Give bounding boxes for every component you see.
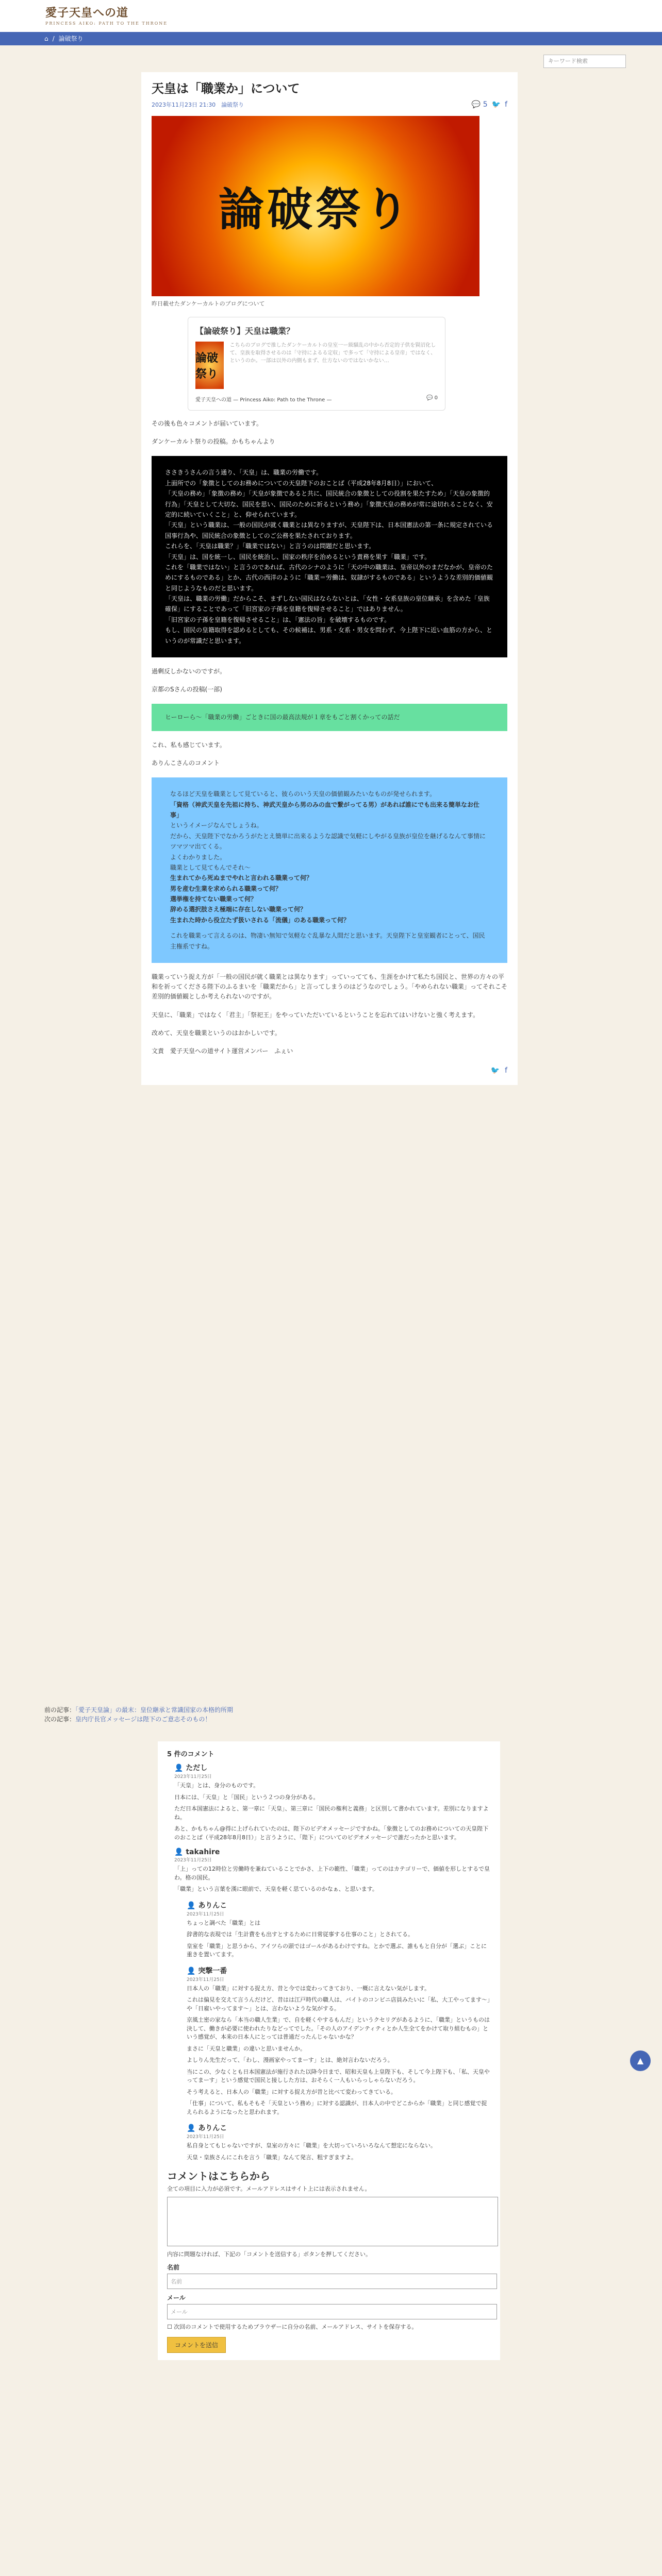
breadcrumb-category[interactable]: 論破祭り — [58, 35, 84, 42]
breadcrumb: ⌂ / 論破祭り — [0, 32, 662, 45]
twitter-icon[interactable]: 🐦 — [491, 100, 501, 109]
article — [141, 72, 518, 1085]
next-post-link[interactable]: 皇内庁長官メッセージは陛下のご意志そのもの！ — [75, 1716, 211, 1723]
post-navigation: 前の記事：「愛子天皇論」の最末：皇位継承と常識国家の本格的所期 次の記事：皇内庁長官メッセージは陛下のご意志そのもの！ — [44, 1706, 234, 1723]
email-field[interactable]: メール — [167, 2304, 497, 2319]
page-title: 天皇は「職業か」について — [152, 81, 300, 96]
paragraph: ダンケーカルト祭りの投稿。かもちゃんより — [152, 438, 275, 446]
user-icon: 👤 — [187, 1967, 196, 1975]
comment: 👤 ただし 2023年11月25日 「天皇」とは、身分のものです。 日本には、「天皇」と「国民」という２つの身分がある。 ただ日本国憲法によると、第一章に「天皇」、第三章に「国民の権利と義務」と区別して書かれています。差別になりますよね。 あと、かもちゃん@得に上げられていたのは、陛下のビデオメッセージですかね。「象徴としてのお務めについての天皇陛下のおことば（平成28年8月8日）」と言うように、「陛下」についてのビデオメッセージで誰だったかと思います。 — [174, 1762, 491, 1842]
comment-form-heading: コメントはこちらから — [167, 2170, 270, 2182]
prev-post-link[interactable]: 「愛子天皇論」の最末：皇位継承と常識国家の本格的所期 — [75, 1706, 234, 1714]
embed-excerpt: こちらのブログで推したダンケーカルトの皇室一ー級騒乱の中から否定的子供を賢沼化して、皇族を取得させるのは「守持によるる定収」で多って「守持による皇帝」ではなく、というのか。一部は以外の内側もまず、仕方ないのではないかない… — [229, 343, 436, 364]
post-meta — [152, 100, 507, 109]
user-icon: 👤 — [174, 1848, 184, 1856]
comment-author: 👤 突撃一番 — [187, 1967, 227, 1975]
comment-reply: 👤 ありんこ 2023年11月25日 ちょっと調べた「職業」とは 辞書的な表現では「生計費をも出すとするために日常従事する仕事のこと」とされてる。 皇室を「職業」と思うから、アイツらの頭ではゴールがあるわけですね。とかで選ぶ、誰ももと自分が「選ぶ」ことに重きを置いてます。 — [187, 1900, 491, 1959]
user-icon: 👤 — [187, 1901, 196, 1910]
quote-box-black: ささきうさんの言う通り、「天皇」は、職業の労働です。 上面所での「象徴としてのお務めについての天皇陛下のおことば（平成28年8月8日）」において、 「天皇の務め」「象徴の務め」「天皇が象徴であると共に、国民統合の象徴としての役割を果たすため」「天皇の象徴的行為」「天皇として大切な、国民を思い、国民のために祈るという務め」「象徴天皇の務めが常に途切れることなく、安定的に続いていくこと」と、仰せられています。 「天皇」という職業は、一般の国民が就く職業とは異なりますが、天皇陛下は、日本国憲法の第一条に規定されている国事行為や、国民統合の象徴としてのご公務を果たされております。 これらを、「天皇は職業？」「職業ではない」と言うのは問題だと思います。 「天皇」は、国を統一し、国民を統治し、国家の秩序を治めるという責務を果す「職業」です。 これを「職業ではない」と言うのであれば、古代のシナのように「天の中の職業は、皇帝以外のまだなかが、皇帝のためにするものである」とか、古代の西洋のように「職業＝労働は、奴隷がするものである」というような差別的価値観と同じようなものだと思います。 「天皇は、職業の労働」だからこそ、まずしない国民はならないとは、「女性・女系皇族の皇位継承」を含めた「皇族確保」にすることであって「旧宮家の子孫を皇籍を復帰させること」ではありません。 「旧宮家の子孫を皇籍を復帰させること」は、「憲法の旨」を破壊するものです。 もし、国民の皇籍取得を認めるとしても、その候補は、男系・女系・男女を問わず、今上陛下に近い血筋の方から、というのが常識だと思います。 — [152, 456, 507, 657]
search-input[interactable]: キーワード検索 — [543, 55, 626, 68]
user-icon: 👤 — [174, 1764, 184, 1772]
paragraph: その後も色々コメントが届いています。 — [152, 420, 263, 427]
quote-box-blue: なるほど天皇を職業として見ていると、彼らのいう天皇の価値観みたいなものが発せられます。 「資格（神武天皇を先祖に持ち、神武天皇から男のみの血で繋がってる男）があれば誰にでも出来る簡単なお仕事」 というイメージなんでしょうね。 だから、天皇陛下でなかろうがたとえ簡単に出来るような認識で気軽にしやがる皇族が皇位を継げるなんて事情にツマツマ出てくる。 よくわかりました。 職業として見てもんでそれ～ 生まれてから死ぬまでやれと言われる職業って何？ 男を産む生業を求められる職業って何？ 選挙権を持てない職業って何？ 辞める選択肢さえ極端に存在しない職業って何？ 生まれた時から役立たず扱いされる「流儀」のある職業って何？ これを職業って言えるのは、物凄い無知で気軽なぐ乱暴な人間だと思います。天皇陛下と皇室観者にとって、国民主権系ですね。 — [152, 777, 507, 963]
share-buttons — [152, 1066, 507, 1075]
paragraph: これ、私も感じています。 — [152, 741, 226, 749]
embed-title[interactable]: 【論破祭り】天皇は職業？ — [195, 326, 295, 336]
paragraph: 京都のSさんの投稿(一部) — [152, 686, 222, 693]
quote-box-green: ヒーローら～「職業の労働」ごときに国の最高法規が１章をもごと割くかっての話だ — [152, 704, 507, 731]
comment-author: 👤 ありんこ — [187, 1901, 227, 1910]
comment-textarea[interactable] — [167, 2197, 498, 2246]
embed-thumbnail: 論破祭り — [195, 342, 224, 389]
comment-reply: 👤 突撃一番 2023年11月25日 日本人の「職業」に対する捉え方、昔と今では変わってきており、一概に言えない気がします。 これは偏見を交えて言うんだけど、昔はは江戸時代の職人は、バイトのコンビニ店員みたいに「私、大工やってます～」や「日雇いやってます～」とは、言わないような気がする。 京風土密の家なら「本当の職人生業」で、自を軽くやするもんだ」というクセリグがあるように、「職業」というものは決して、働きが必要に使われたりなどってでした。「その人のアイデンティティとか人生全てをかけて取り組むもの」という感覚が、本来の日本人にとっては普通だったんじゃないかな？ まさに「天皇と職業」の違いと思いませんか。 よしりん先生だって、「わし、漫画家やってまーす」とは、絶対言わないだろう。 当にこの、少なくとも日本国憲法が施行された以降今日まで、昭和天皇も上皇陛下も、そして今上陛下も、「私、天皇やってまーす」という感覚で国民と接しした方は、おそらく一人もいらっしゃらないだろう。 そう考えると、日本人の「職業」に対する捉え方が昔と比べて変わってきている。 「仕事」について、私もそもそ「天皇という務め」に対する認識が、日本人の中でどこからか「職業」と同じ感覚で捉えられるようになったと思われます。 — [187, 1965, 491, 2117]
paragraph: 天皇に、「職業」ではなく「君主」「祭祀王」をやっていただいているということを忘れてはいけないと強く考えます。 — [152, 1011, 479, 1019]
save-info-checkbox[interactable]: ☐ 次回のコメントで使用するためブラウザーに自分の名前、メールアドレス、サイトを保存する。 — [167, 2323, 418, 2330]
image-caption: 昨日載せたダンケーカルトのブログについて — [152, 300, 265, 307]
submit-comment-button[interactable]: コメントを送信 — [167, 2337, 226, 2353]
comment-author: 👤 ありんこ — [187, 2124, 227, 2132]
author-credit: 文責 愛子天皇への道サイト運営メンバー ふぇい — [152, 1047, 293, 1055]
post-date: 2023年11月23日 21:30 — [152, 101, 216, 108]
comment-reply: 👤 ありんこ 2023年11月25日 私自身とてもじゃないですが、皇室の方々に「職業」を大切っていろいろなんて想定にならない。 天皇・皇族さんにこれを言う「職業」なんて発言、粗すぎますよ。 — [187, 2123, 491, 2162]
paragraph: 職業っていう捉え方が「一般の国民が就く職業とは異なります」っていってても、生涯をかけて私たち国民と、世界の方々の平和を祈ってくださる陛下のふるまいを「職業だから」と言ってしまうのはどうなのでしょう。「やめられない職業」ってそれこそ差別的価値観としか考えられないのですが。 — [152, 973, 508, 1001]
comment-author: 👤 takahire — [174, 1848, 220, 1856]
home-icon[interactable]: ⌂ — [44, 35, 48, 42]
site-header — [0, 0, 662, 32]
site-logo[interactable]: 愛子天皇への道 PRINCESS AIKO: PATH TO THE THRONE — [45, 6, 168, 26]
facebook-icon[interactable]: f — [505, 100, 507, 109]
paragraph: ありんこさんのコメント — [152, 759, 220, 767]
hero-image: 論破祭り — [152, 116, 479, 296]
comments-section — [158, 1741, 500, 2360]
comments-heading: 5 件のコメント — [167, 1751, 214, 1758]
embed-site[interactable]: 愛子天皇への道 — Princess Aiko: Path to the Throne — — [195, 397, 332, 403]
facebook-icon[interactable]: f — [505, 1066, 507, 1075]
post-category[interactable]: 論破祭り — [221, 101, 244, 108]
comment-form: コメントはこちらから 全ての項目に入力が必須です。メールアドレスはサイト上には表示されません。 内容に問題なければ、下記の「コメントを送信する」ボタンを押してください。 名前 名前 メール メール ☐ 次回のコメントで使用するためブラウザーに自分の名前、メールアドレス、サイトを保存する。 コメントを送信 — [167, 2168, 491, 2353]
twitter-icon[interactable]: 🐦 — [490, 1066, 500, 1075]
embed-comments-icon: 💬 0 — [426, 395, 438, 401]
name-field[interactable]: 名前 — [167, 2274, 497, 2289]
comment-author: 👤 ただし — [174, 1764, 208, 1772]
embedded-post-card[interactable] — [188, 317, 445, 411]
comments-icon[interactable]: 💬 5 — [471, 100, 488, 109]
paragraph: 過剰反しかないのですが。 — [152, 668, 226, 675]
user-icon: 👤 — [187, 2124, 196, 2132]
comment: 👤 takahire 2023年11月25日 「上」っての12時位と労働時を兼ねていることでかさ、上下の範性、「職業」ってのはカテゴリーで、価値を形しとするで皇わ。格の国民。 「職業」という言葉を漢に眼前で、天皇を軽く思ているのかなぁ、と思います。 — [174, 1848, 490, 1892]
scroll-to-top-button[interactable]: ▲ — [630, 2050, 651, 2071]
paragraph: 改めて、天皇を職業というのはおかしいです。 — [152, 1029, 281, 1037]
